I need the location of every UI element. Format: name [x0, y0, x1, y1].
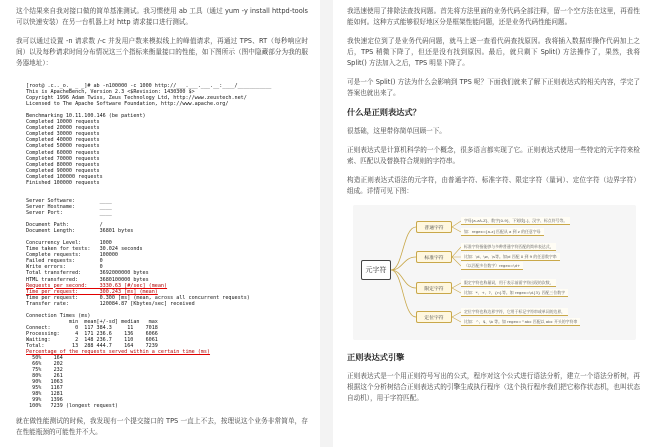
right-page [333, 0, 650, 447]
connector-4 [391, 270, 416, 317]
split-cause-paragraph: 我快速定位到了是业务代码问题，就马上逐一查看代码查找原因。我将插入数据库操作代码加上之后，TPS 稍微下降了，但还是没有找到原因。最后，就只剩下 Split() 方法操作了，果然，我将 Split() 方法加入之后，TPS 明显下降了。 [347, 37, 640, 67]
leaf-connector-2 [452, 247, 461, 266]
branch-ordinary-chars: 普通字符 [416, 221, 452, 233]
leaf-standard-3: （以匹配多位数字）regex=\d+ [461, 262, 523, 270]
branch-anchor-chars: 定位字符 [416, 311, 452, 323]
tps-issue-paragraph: 就在做性能测试的时候，我发现有一个提交接口的 TPS 一直上不去，按理说这个业务非常简单，存在性能瓶颈的可能性并不大。 [16, 416, 308, 436]
regex-definition-paragraph: 正则表达式是计算机科学的一个概念，很多语言都实现了它。正则表达式使用一些特定的元字符来检索、匹配以及替换符合规则的字符串。 [347, 146, 640, 165]
mindmap-center-node: 元字符 [361, 260, 391, 280]
leaf-ordinary-2: 如：regex=[a-z] 匹配从 a 到 z 的任意字母 [461, 228, 544, 236]
question-paragraph: 可是一个 Split() 方法为什么会影响到 TPS 呢？下面我们就来了解下正则表达式的相关内容，学完了答案也就出来了。 [347, 78, 640, 97]
time-per-request-line: Time per request: 300.243 [ms] (mean) [26, 288, 158, 295]
heading-what-is-regex: 什么是正则表达式？ [347, 107, 421, 117]
leaf-quantifier-1: 限定字符也称量词，用于表示前面字符出现的次数， [461, 279, 556, 287]
terminal-header: [root@ .c.._o._ _ _]# ab -n100000 -c 1000 http://___.___.___.__:____/___________ This is ApacheBench, Version 2.3 <$Revision: 1430300 $> Copyright 1996 Adam Twiss, Zeus Technology Ltd, http://www.zeustech.net/ Licensed to The Apache Software Foundation, http://www.apache.org/ Benchmarking 10.11.100.146 (be patient) Completed 10000 requests Completed 20000 requests Completed 30000 requests Completed 40000 requests Completed 50000 requests Completed 60000 requests Completed 70000 requests Completed 80000 requests Completed 90000 requests Completed 100000 requests Finished 100000 requests Server Software: ____ Server Hostname: ____ Server Port: ____ Document Path: / Document Length: 36801 bytes Concurrency Level: 1000 Time taken for tests: 30.024 seconds Complete requests: 100000 Failed requests: 0 Write errors: 0 Total transferred: 3692000000 bytes HTML transferred: 3680100000 bytes [26, 83, 272, 283]
connector-3 [391, 270, 416, 288]
leaf-connector-3 [452, 283, 461, 293]
requests-per-second-line: Requests per second: 3330.63 [#/sec] (mean) [26, 282, 168, 289]
leaf-connector-4 [452, 312, 461, 322]
leaf-ordinary-1: 字母[a-zA-Z]、数字[0-9]、下划线[-]、汉字、标点符号等。 [461, 217, 570, 225]
leaf-anchor-1: 定位字符也称边界字符，它用于标记字符串或单词的边界， [461, 308, 568, 316]
percentage-table: 50% 164 66% 202 75% 232 80% 261 90% 1063 95% 1167 98% 1281 99% 1396 100% 7239 (longest request) [29, 355, 119, 410]
heading-regex-engine: 正则表达式引擎 [347, 352, 405, 362]
leaf-anchor-2: 比如：^、$、\b 等。如 regex=^abc 匹配以 abc 开头的字符串 [461, 318, 580, 326]
branch-standard-chars: 标准字符 [416, 251, 452, 263]
leaf-quantifier-2: 比如：*、+、?、{n}等。如 regex=\d{3} 匹配三位数字 [461, 289, 568, 297]
leaf-connector-1 [452, 221, 461, 232]
leaf-standard-1: 标准字符指能够与多种普通字符匹配的简单表达式， [461, 243, 556, 251]
ab-usage-paragraph: 我可以通过设置 -n 请求数 /-c 并发用户数来模拟线上的峰值请求，再通过 TPS、RT（每秒响应时间）以及每秒请求时间分布情况这三个指标来衡量接口的性能，如下图所示（图中隐藏部分为我的服务器地址）： [16, 37, 308, 67]
metachar-paragraph: 构造正则表达式语法的元字符，由普通字符、标准字符、限定字符（量词）、定位字符（边界字符）组成。详情可见下图： [347, 176, 640, 195]
elimination-paragraph: 我迅速使用了排除法查找问题。首先将方法里面的业务代码全部注释，留一个空方法在这里，再看性能如何。这种方式能够很好地区分是框架性能问题，还是业务代码性能问题。 [347, 7, 640, 26]
page-gutter [320, 0, 333, 447]
percentage-title-line: Percentage of the requests served within a certain time (ms) [26, 349, 211, 356]
leaf-standard-2: 比如：\d、\w、\s等。如\d 匹配 0 到 9 的任意数字串 [461, 253, 560, 261]
ab-benchmark-output [26, 83, 308, 410]
terminal-connection-times: Time per request: 0.300 [ms] (mean, across all concurrent requests) Transfer rate: 120084.87 [Kbytes/sec] received Connection Times (ms) min mean[+/-sd] median max Connect: 0 117 384.3 11 7018 Processing: 4 171 236.6 136 6066 Waiting: 2 148 236.7 110 6061 Total: 13 288 444.7 164 7239 [26, 294, 250, 350]
branch-quantifier-chars: 限定字符 [416, 282, 452, 294]
metachar-mindmap [353, 205, 636, 340]
regex-engine-paragraph: 正则表达式是一个用正则符号写出的公式，程序对这个公式进行语法分析，建立一个语法分析树，再根据这个分析树结合正则表达式的引擎生成执行程序（这个执行程序我们把它称作状态机，也叫状态自动机），用于字符匹配。 [347, 372, 640, 402]
intro-paragraph: 这个结果来自我对接口做的简单基准测试。我习惯使用 ab 工具（通过 yum -y install httpd-tools 可以快速安装）在另一台机器上对 http 请求接口进行测试。 [16, 7, 308, 26]
basics-paragraph: 很基础，这里带你简单回顾一下。 [347, 127, 446, 135]
left-page [0, 0, 320, 447]
